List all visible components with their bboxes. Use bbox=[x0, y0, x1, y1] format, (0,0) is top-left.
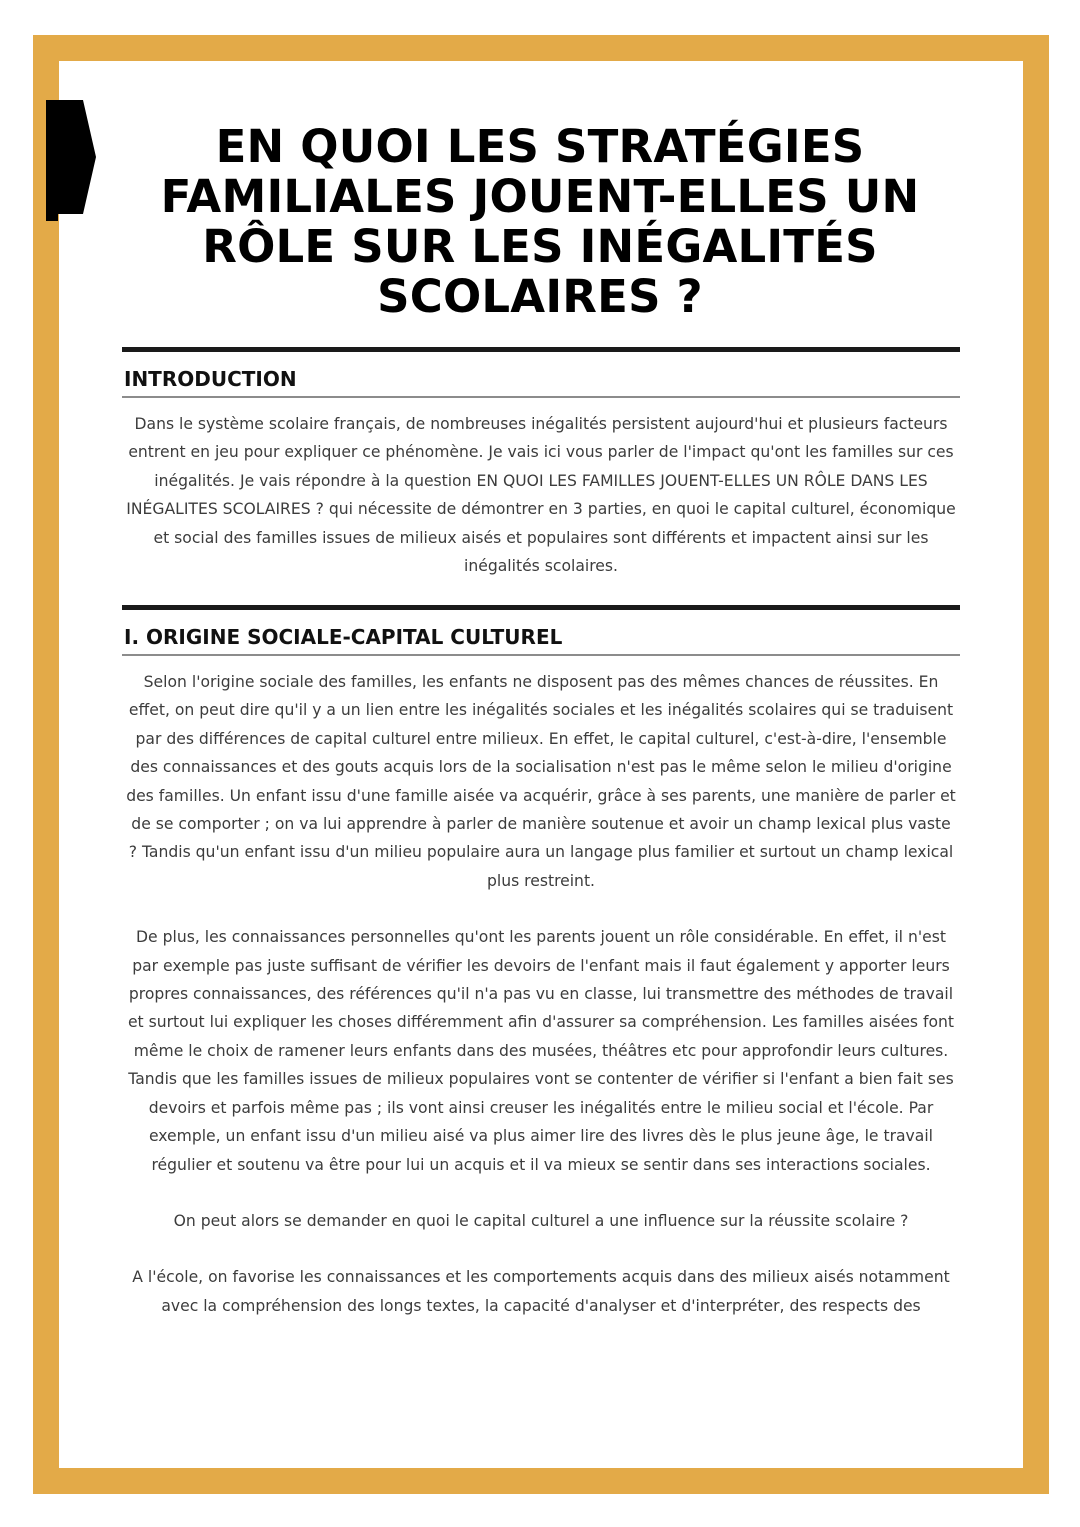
part1-heading: I. ORIGINE SOCIALE-CAPITAL CULTUREL bbox=[124, 625, 563, 649]
tab-marker-shape bbox=[46, 100, 96, 222]
part1-paragraph-2: De plus, les connaissances personnelles qu'ont les parents jouent un rôle considérable. En effet, il n'est par exemple pas juste suffisant de vérifier les devoirs de l'enfant mais il faut également y apporter leurs propres connaissances, des références qu'il n'a pas vu en classe, lui transmettre des méthodes de travail et surtout lui expliquer les choses différemment afin d'assurer sa compréhension. Les familles aisées font même le choix de ramener leurs enfants dans des musées, théâtres etc pour approfondir leurs cultures. Tandis que les familles issues de milieux populaires vont se contenter de vérifier si l'enfant a bien fait ses devoirs et parfois même pas ; ils vont ainsi creuser les inégalités entre le milieu social et l'école. Par exemple, un enfant issu d'un milieu aisé va plus aimer lire des livres dès le plus jeune âge, le travail régulier et soutenu va être pour lui un acquis et il va mieux se sentir dans ses interactions sociales. bbox=[127, 928, 955, 1174]
part1-section bbox=[122, 605, 960, 1320]
introduction-heading: INTRODUCTION bbox=[124, 367, 297, 391]
introduction-paragraph: Dans le système scolaire français, de nombreuses inégalités persistent aujourd'hui et plusieurs facteurs entrent en jeu pour expliquer ce phénomène. Je vais ici vous parler de l'impact qu'ont les familles sur ces inégalités. Je vais répondre à la question EN QUOI LES FAMILLES JOUENT-ELLES UN RÔLE DANS LES INÉGALITES SCOLAIRES ? qui nécessite de démontrer en 3 parties, en quoi le capital culturel, économique et social des familles issues de milieux aisés et populaires sont différents et impactent ainsi sur les inégalités scolaires. bbox=[126, 415, 956, 576]
introduction-section bbox=[122, 347, 960, 580]
part1-paragraph-4: A l'école, on favorise les connaissances et les comportements acquis dans des milieux aisés notamment avec la compréhension des longs textes, la capacité d'analyser et d'interpréter, des respects des bbox=[132, 1268, 950, 1315]
section-divider-thin bbox=[122, 396, 960, 398]
document-title: EN QUOI LES STRATÉGIES FAMILIALES JOUENT-ELLES UN RÔLE SUR LES INÉGALITÉS SCOLAIRES ? bbox=[160, 120, 920, 323]
section-divider-thin bbox=[122, 654, 960, 656]
part1-paragraph-3: On peut alors se demander en quoi le capital culturel a une influence sur la réussite scolaire ? bbox=[173, 1211, 909, 1230]
part1-paragraph-1: Selon l'origine sociale des familles, les enfants ne disposent pas des mêmes chances de réussites. En effet, on peut dire qu'il y a un lien entre les inégalités sociales et les inégalités scolaires qui se traduisent par des différences de capital culturel entre milieux. En effet, le capital culturel, c'est-à-dire, l'ensemble des connaissances et des gouts acquis lors de la socialisation n'est pas le même selon le milieu d'origine des familles. Un enfant issu d'une famille aisée va acquérir, grâce à ses parents, une manière de parler et de se comporter ; on va lui apprendre à parler de manière soutenue et avoir un champ lexical plus vaste ? Tandis qu'un enfant issu d'un milieu populaire aura un langage plus familier et surtout un champ lexical plus restreint. bbox=[126, 673, 956, 890]
